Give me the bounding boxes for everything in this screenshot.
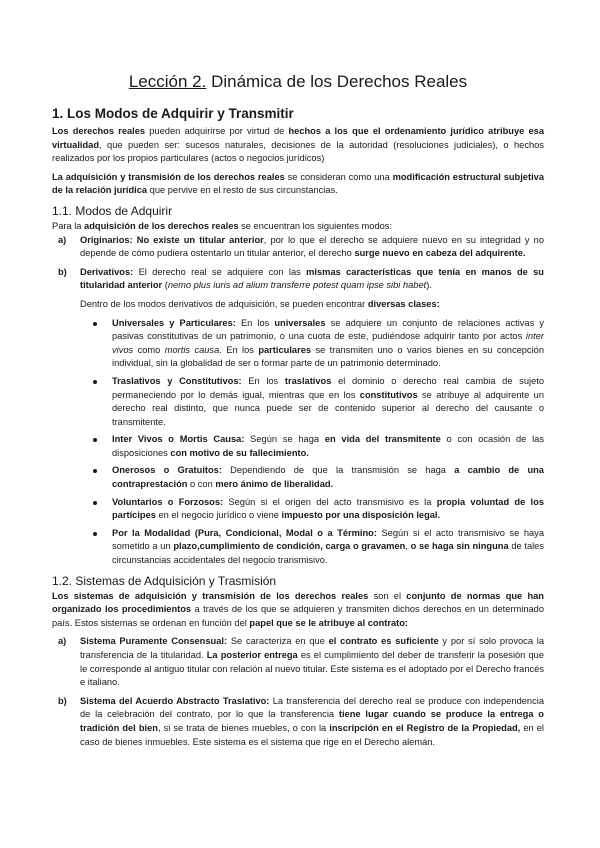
bullet-text: Universales y Particulares: En los universales se adquiere un conjunto de relaciones activas y pasivas constitutivas de un patrimonio, o una cuota de este, pudiéndose adquirir tanto por actos inter vivos como mortis causa. En los particulares se transmiten uno o varios bienes en su concepción individual, sin la globalidad de ser o formar parte de un patrimonio determinado. <box>112 317 544 369</box>
bullet-list-item <box>52 317 544 371</box>
list-marker: a) <box>58 234 67 245</box>
section-1-1-intro: Para la adquisición de los derechos reales se encuentran los siguientes modos: <box>52 220 393 231</box>
list-item-derivativos <box>52 266 544 293</box>
bullet-dot-icon <box>93 322 97 326</box>
list-item-text: Sistema del Acuerdo Abstracto Traslativo: La transferencia del derecho real se produce con independencia de la celebración del contrato, por lo que la transferencia tiene lugar cuando se produce la entrega o tradición del bien, si se trata de bienes muebles, o con la inscripción en el Registro de la Propiedad, en el caso de bienes inmuebles. Este sistema es el sistema que rige en el Derecho alemán. <box>80 695 544 747</box>
list-item-text: Derivativos: El derecho real se adquiere con las mismas características que tenía en manos de su titularidad anterior (nemo plus iuris ad alium transferre potest quam ipse sibi habet). <box>80 266 544 291</box>
section-1-1-heading: 1.1. Modos de Adquirir <box>52 203 173 218</box>
bullet-text: Voluntarios o Forzosos: Según si el origen del acto transmisivo es la propia voluntad de los partícipes en el negocio jurídico o viene impuesto por una disposición legal. <box>112 496 544 521</box>
list-item-originarios <box>52 234 544 261</box>
bullet-dot-icon <box>93 532 97 536</box>
bullet-list-item <box>52 527 544 568</box>
derivative-classes-intro: Dentro de los modos derivativos de adquisición, se pueden encontrar diversas clases: <box>80 298 440 309</box>
bullet-text: Inter Vivos o Mortis Causa: Según se haga en vida del transmitente o con ocasión de las disposiciones con motivo de su fallecimiento. <box>112 434 544 458</box>
list-item-sistema-consensual <box>52 635 544 689</box>
derivative-classes-list <box>52 317 544 568</box>
section-1-2-heading: 1.2. Sistemas de Adquisición y Trasmisión <box>52 573 277 588</box>
bullet-list-item <box>52 433 544 460</box>
bullet-text: Por la Modalidad (Pura, Condicional, Modal o a Término: Según si el acto transmisivo se haya sometido a un plazo,cumplimiento de condición, carga o gravamen, o se haga sin ninguna de tales circunstancias accidentales del negocio transmisivo. <box>112 527 545 566</box>
document-page <box>52 72 544 754</box>
section-1-paragraph-1: Los derechos reales pueden adquirirse por virtud de hechos a los que el ordenamiento jurídico atribuye esa virtualidad, que pueden ser: sucesos naturales, decisiones de la autoridad (resoluciones judiciales), o hechos realizados por los propios particulares (actos o negocios jurídicos) <box>52 126 544 164</box>
list-item-text: Sistema Puramente Consensual: Se caracteriza en que el contrato es suficiente y por sí solo provoca la transferencia de la titularidad. La posterior entrega es el cumplimiento del deber de transferir la posesión que le corresponde al antiguo titular con relación al nuevo titular. Este sistema es el adoptado por el Derecho francés e italiano. <box>80 636 544 688</box>
list-marker: b) <box>58 695 67 706</box>
list-marker: a) <box>58 636 67 647</box>
list-marker: b) <box>58 266 67 277</box>
bullet-text: Onerosos o Gratuitos: Dependiendo de que la transmisión se haga a cambio de una contraprestación o con mero ánimo de liberalidad. <box>112 465 544 490</box>
bullet-list-item <box>52 496 544 523</box>
bullet-text: Traslativos y Constitutivos: En los traslativos el dominio o derecho real cambia de sujeto permaneciendo por lo demás igual, mientras que en los constitutivos se atribuye al adquirente un derecho real distinto, que nunca puede ser de contenido superior al derecho del causante o transmitente. <box>112 375 544 427</box>
list-item-text: Originarios: No existe un titular anterior, por lo que el derecho se adquiere nuevo en su integridad y no depende de cómo pudiera ostentarlo un titular anterior, el derecho surge nuevo en cabeza del adquirente. <box>80 234 545 259</box>
bullet-dot-icon <box>93 380 97 384</box>
bullet-dot-icon <box>93 438 97 442</box>
bullet-list-item <box>52 375 544 429</box>
list-item-sistema-abstracto <box>52 695 544 749</box>
page-title <box>52 72 544 92</box>
section-1-2-intro: Los sistemas de adquisición y transmisión de los derechos reales son el conjunto de normas que han organizado los procedimientos a través de los que se adquieren y transmiten dichos derechos en un determinado país. Estos sistemas se ordenan en función del papel que se le atribuye al contrato: <box>52 590 544 628</box>
section-1-paragraph-2: La adquisición y transmisión de los derechos reales se consideran como una modificación estructural subjetiva de la relación jurídica que pervive en el resto de sus circunstancias. <box>52 171 544 196</box>
bullet-dot-icon <box>93 469 97 473</box>
title-text: Dinámica de los Derechos Reales <box>206 72 468 91</box>
bullet-list-item <box>52 464 544 491</box>
title-lesson-number: Lección 2. <box>128 72 207 91</box>
section-1-heading: 1. Los Modos de Adquirir y Transmitir <box>52 106 294 121</box>
bullet-dot-icon <box>93 501 97 505</box>
